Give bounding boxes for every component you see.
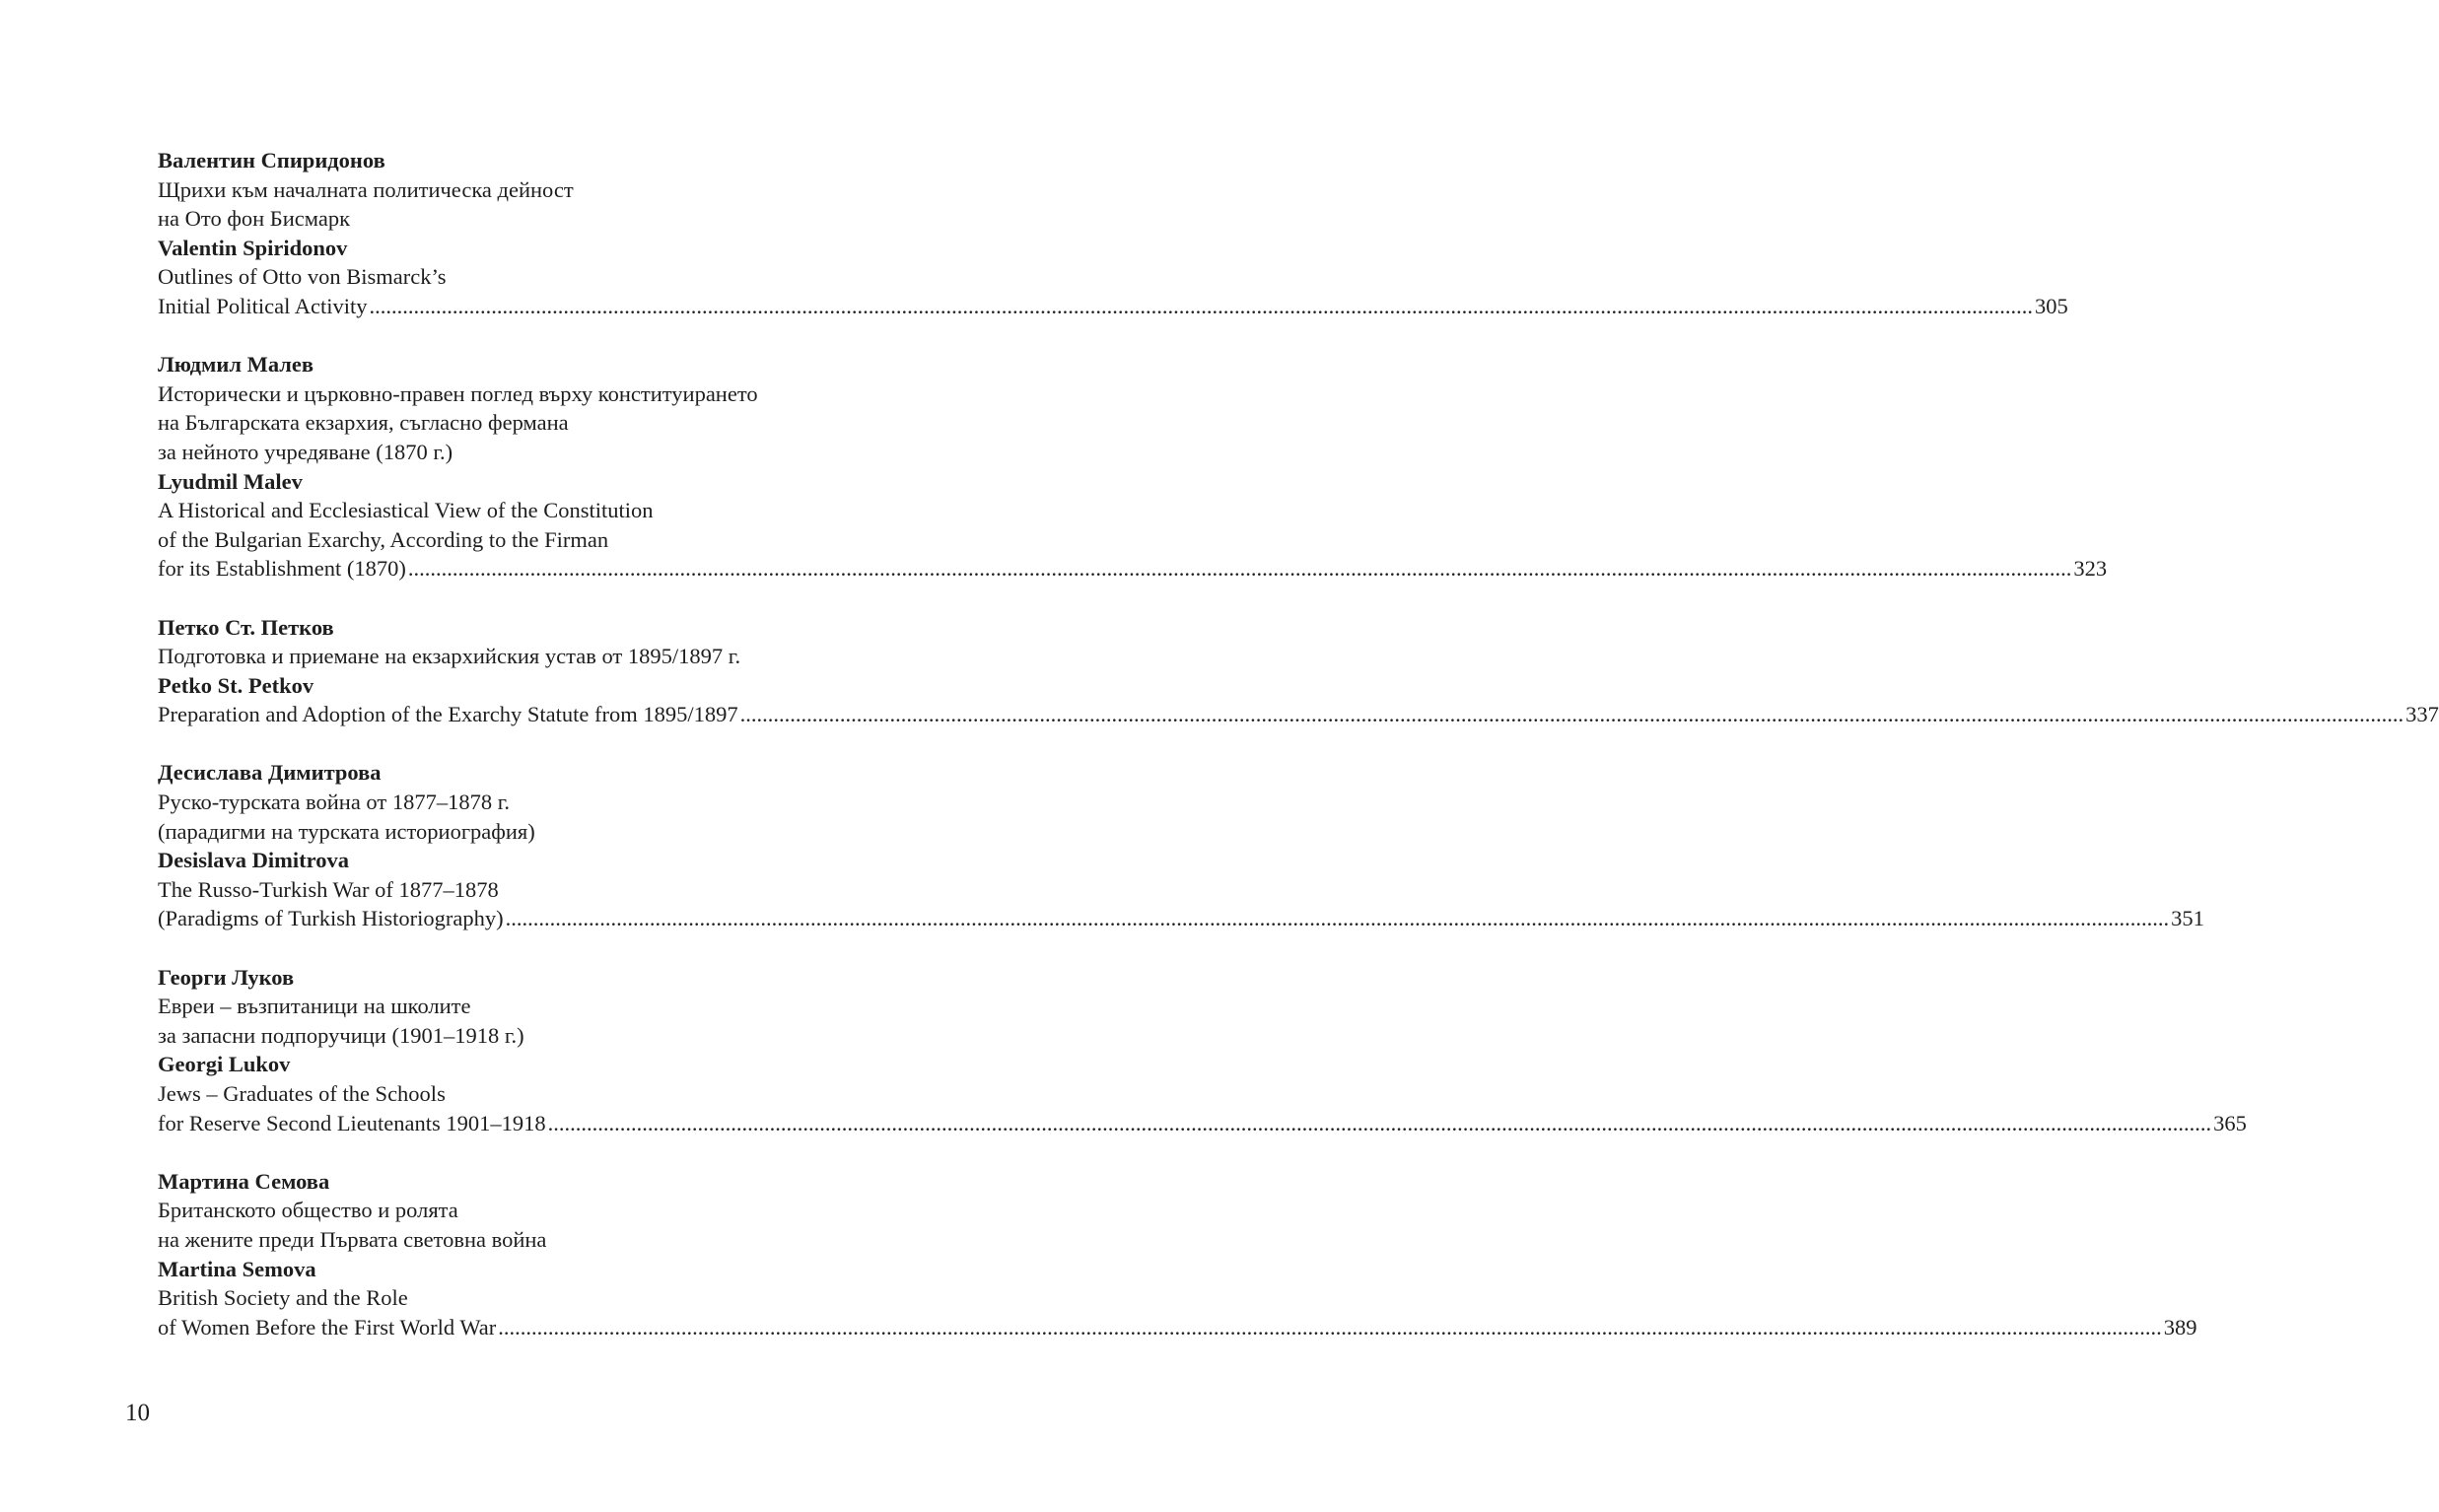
title-en-line: of the Bulgarian Exarchy, According to the Firman [158, 526, 609, 552]
title-bg-line: Евреи – възпитаници на школите [158, 994, 471, 1019]
author-en: Petko St. Petkov [158, 672, 314, 698]
page-ref: 337 [2405, 702, 2439, 727]
author-bg: Петко Ст. Петков [158, 614, 334, 640]
dot-leader: ............................................................................................................................................................................................................................................................................................................ [498, 1314, 2162, 1340]
title-en-line: Initial Political Activity [158, 293, 368, 318]
title-en-line: Preparation and Adoption of the Exarchy Statute from 1895/1897 [158, 702, 738, 727]
page-ref: 389 [2163, 1314, 2197, 1340]
dot-leader: ............................................................................................................................................................................................................................................................................................................ [369, 293, 2033, 318]
author-bg: Валентин Спиридонов [158, 148, 385, 172]
author-bg: Георги Луков [158, 964, 295, 990]
title-en-line: (Paradigms of Turkish Historiography) [158, 906, 504, 931]
author-bg: Мартина Семова [158, 1168, 330, 1194]
title-bg-line: Щрихи към началната политическа дейност [158, 176, 574, 202]
title-bg-line: Британското общество и ролята [158, 1198, 458, 1223]
title-en-line: British Society and the Role [158, 1285, 408, 1311]
toc-last-line [158, 1109, 2247, 1138]
dot-leader: ............................................................................................................................................................................................................................................................................................................ [505, 906, 2170, 931]
author-en: Georgi Lukov [158, 1052, 291, 1077]
title-en-line: The Russo-Turkish War of 1877–1878 [158, 876, 499, 902]
author-en: Martina Semova [158, 1256, 316, 1281]
title-bg-line: Подготовка и приемане на екзархийския устав от 1895/1897 г. [158, 644, 741, 669]
page-ref: 351 [2171, 906, 2204, 931]
title-bg-line: (парадигми на турската историография) [158, 818, 535, 844]
dot-leader: ............................................................................................................................................................................................................................................................................................................ [547, 1110, 2212, 1135]
toc-entry [158, 758, 2204, 933]
dot-leader: ............................................................................................................................................................................................................................................................................................................ [739, 702, 2404, 727]
toc-last-line [158, 904, 2204, 933]
title-bg-line: Руско-турската война от 1877–1878 г. [158, 790, 511, 815]
page-number: 10 [125, 1400, 150, 1426]
title-en-line: Outlines of Otto von Bismarck’s [158, 264, 447, 290]
author-en: Desislava Dimitrova [158, 848, 349, 873]
toc-last-line [158, 700, 2439, 729]
toc-entry [158, 963, 2247, 1138]
title-en-line: for Reserve Second Lieutenants 1901–1918 [158, 1110, 546, 1135]
title-en-line: Jews – Graduates of the Schools [158, 1081, 446, 1106]
author-en: Lyudmil Malev [158, 468, 303, 494]
author-en: Valentin Spiridonov [158, 235, 348, 260]
title-bg-line: за нейното учредяване (1870 г.) [158, 439, 453, 464]
author-bg: Людмил Малев [158, 352, 314, 378]
toc-entry [158, 613, 2439, 729]
title-bg-line: на Ото фон Бисмарк [158, 206, 351, 232]
page-ref: 305 [2034, 293, 2068, 318]
title-bg-line: на жените преди Първата световна война [158, 1226, 547, 1252]
title-bg-line: на Българската екзархия, съгласно фермана [158, 410, 569, 436]
toc-entry [158, 350, 2108, 584]
page-ref: 323 [2073, 556, 2108, 582]
toc-last-line [158, 1313, 2197, 1342]
title-en-line: for its Establishment (1870) [158, 556, 406, 582]
title-bg-line: Исторически и църковно-правен поглед върху конституирането [158, 380, 758, 406]
toc-entry [158, 1167, 2197, 1342]
author-bg: Десислава Димитрова [158, 760, 382, 786]
title-en-line: A Historical and Ecclesiastical View of the Constitution [158, 498, 654, 523]
page-ref: 365 [2213, 1110, 2247, 1135]
title-bg-line: за запасни подпоручици (1901–1918 г.) [158, 1022, 524, 1048]
table-of-contents [158, 146, 2439, 1371]
toc-entry [158, 146, 2068, 321]
toc-last-line [158, 554, 2108, 584]
title-en-line: of Women Before the First World War [158, 1314, 497, 1340]
toc-last-line [158, 292, 2068, 321]
dot-leader: ............................................................................................................................................................................................................................................................................................................ [407, 556, 2072, 582]
